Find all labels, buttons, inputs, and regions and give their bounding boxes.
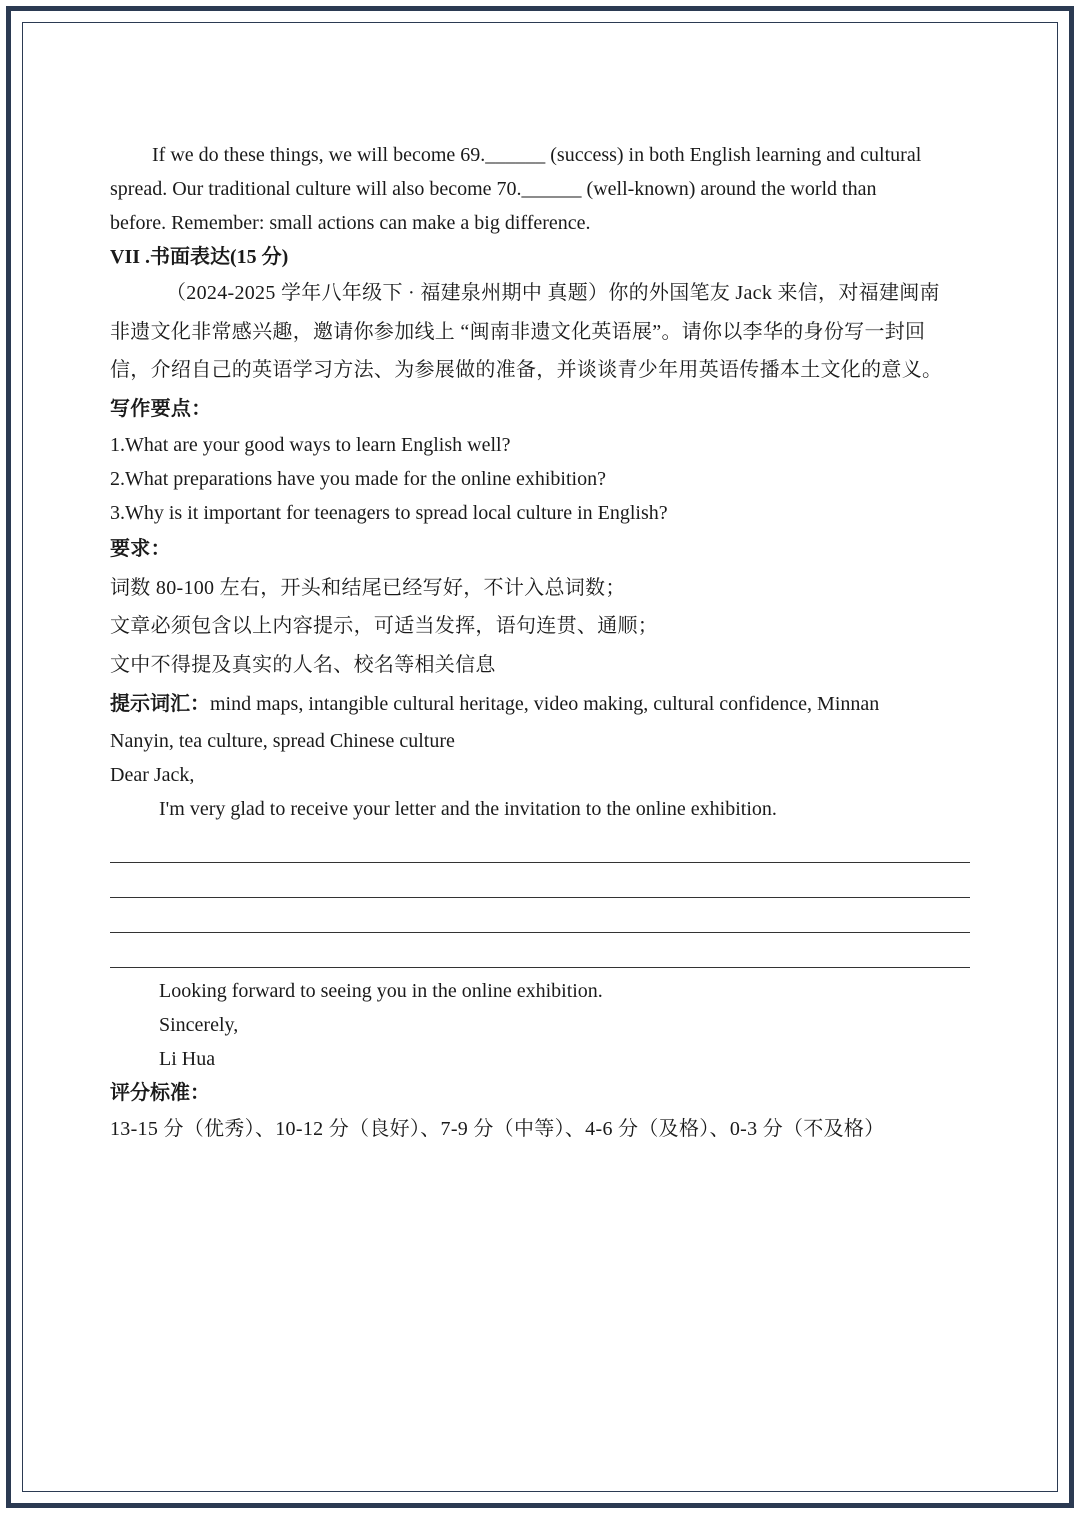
writing-points-label: 写作要点： bbox=[110, 397, 212, 420]
section-title: VII .书面表达(15 分) bbox=[110, 246, 289, 268]
writing-point-2: 2.What preparations have you made for the online exhibition? bbox=[110, 468, 606, 490]
intro-line-3: 信，介绍自己的英语学习方法、为参展做的准备，并谈谈青少年用英语传播本土文化的意义。 bbox=[110, 359, 943, 381]
scoring-label: 评分标准： bbox=[110, 1082, 210, 1104]
letter-closing: Looking forward to seeing you in the online exhibition. bbox=[159, 980, 603, 1002]
section-intro bbox=[110, 274, 970, 428]
letter-greeting: Dear Jack, bbox=[110, 764, 195, 786]
letter-signoff: Sincerely, bbox=[159, 1014, 239, 1036]
hint-words-line-1 bbox=[110, 684, 970, 724]
passage-line-3: before. Remember: small actions can make a big difference. bbox=[110, 212, 591, 234]
answer-line bbox=[110, 933, 970, 968]
writing-point-3: 3.Why is it important for teenagers to spread local culture in English? bbox=[110, 502, 668, 524]
answer-area bbox=[110, 838, 970, 968]
requirements-block bbox=[110, 530, 970, 684]
requirement-1: 词数 80-100 左右，开头和结尾已经写好，不计入总词数； bbox=[110, 576, 626, 599]
scoring-text: 13-15 分（优秀）、10-12 分（良好）、7-9 分（中等）、4-6 分（及格）、0-3 分（不及格） bbox=[110, 1118, 885, 1140]
requirements-label: 要求： bbox=[110, 538, 171, 560]
writing-point-1: 1.What are your good ways to learn English well? bbox=[110, 434, 511, 456]
letter-signature: Li Hua bbox=[159, 1048, 216, 1070]
intro-line-2: 非遗文化非常感兴趣，邀请你参加线上 “闽南非遗文化英语展”。请你以李华的身份写一封回 bbox=[110, 320, 926, 343]
letter-opening: I'm very glad to receive your letter and the invitation to the online exhibition. bbox=[159, 798, 777, 820]
hint-words-line-2: Nanyin, tea culture, spread Chinese culture bbox=[110, 730, 455, 752]
intro-line-1: （2024-2025 学年八年级下 · 福建泉州期中 真题）你的外国笔友 Jack 来信，对福建闽南 bbox=[166, 282, 940, 304]
answer-line bbox=[110, 863, 970, 898]
answer-line bbox=[110, 838, 970, 863]
hint-words-label: 提示词汇： bbox=[110, 693, 210, 715]
document-body bbox=[110, 138, 970, 1149]
answer-line bbox=[110, 898, 970, 933]
requirement-3: 文中不得提及真实的人名、校名等相关信息 bbox=[110, 653, 496, 676]
hint-words-text: mind maps, intangible cultural heritage, video making, cultural confidence, Minnan bbox=[210, 693, 880, 715]
requirement-2: 文章必须包含以上内容提示，可适当发挥，语句连贯、通顺； bbox=[110, 615, 659, 637]
passage-line-2: spread. Our traditional culture will also become 70.______ (well-known) around the world than bbox=[110, 178, 877, 200]
passage-line-1: If we do these things, we will become 69.______ (success) in both English learning and cultural bbox=[152, 144, 922, 166]
